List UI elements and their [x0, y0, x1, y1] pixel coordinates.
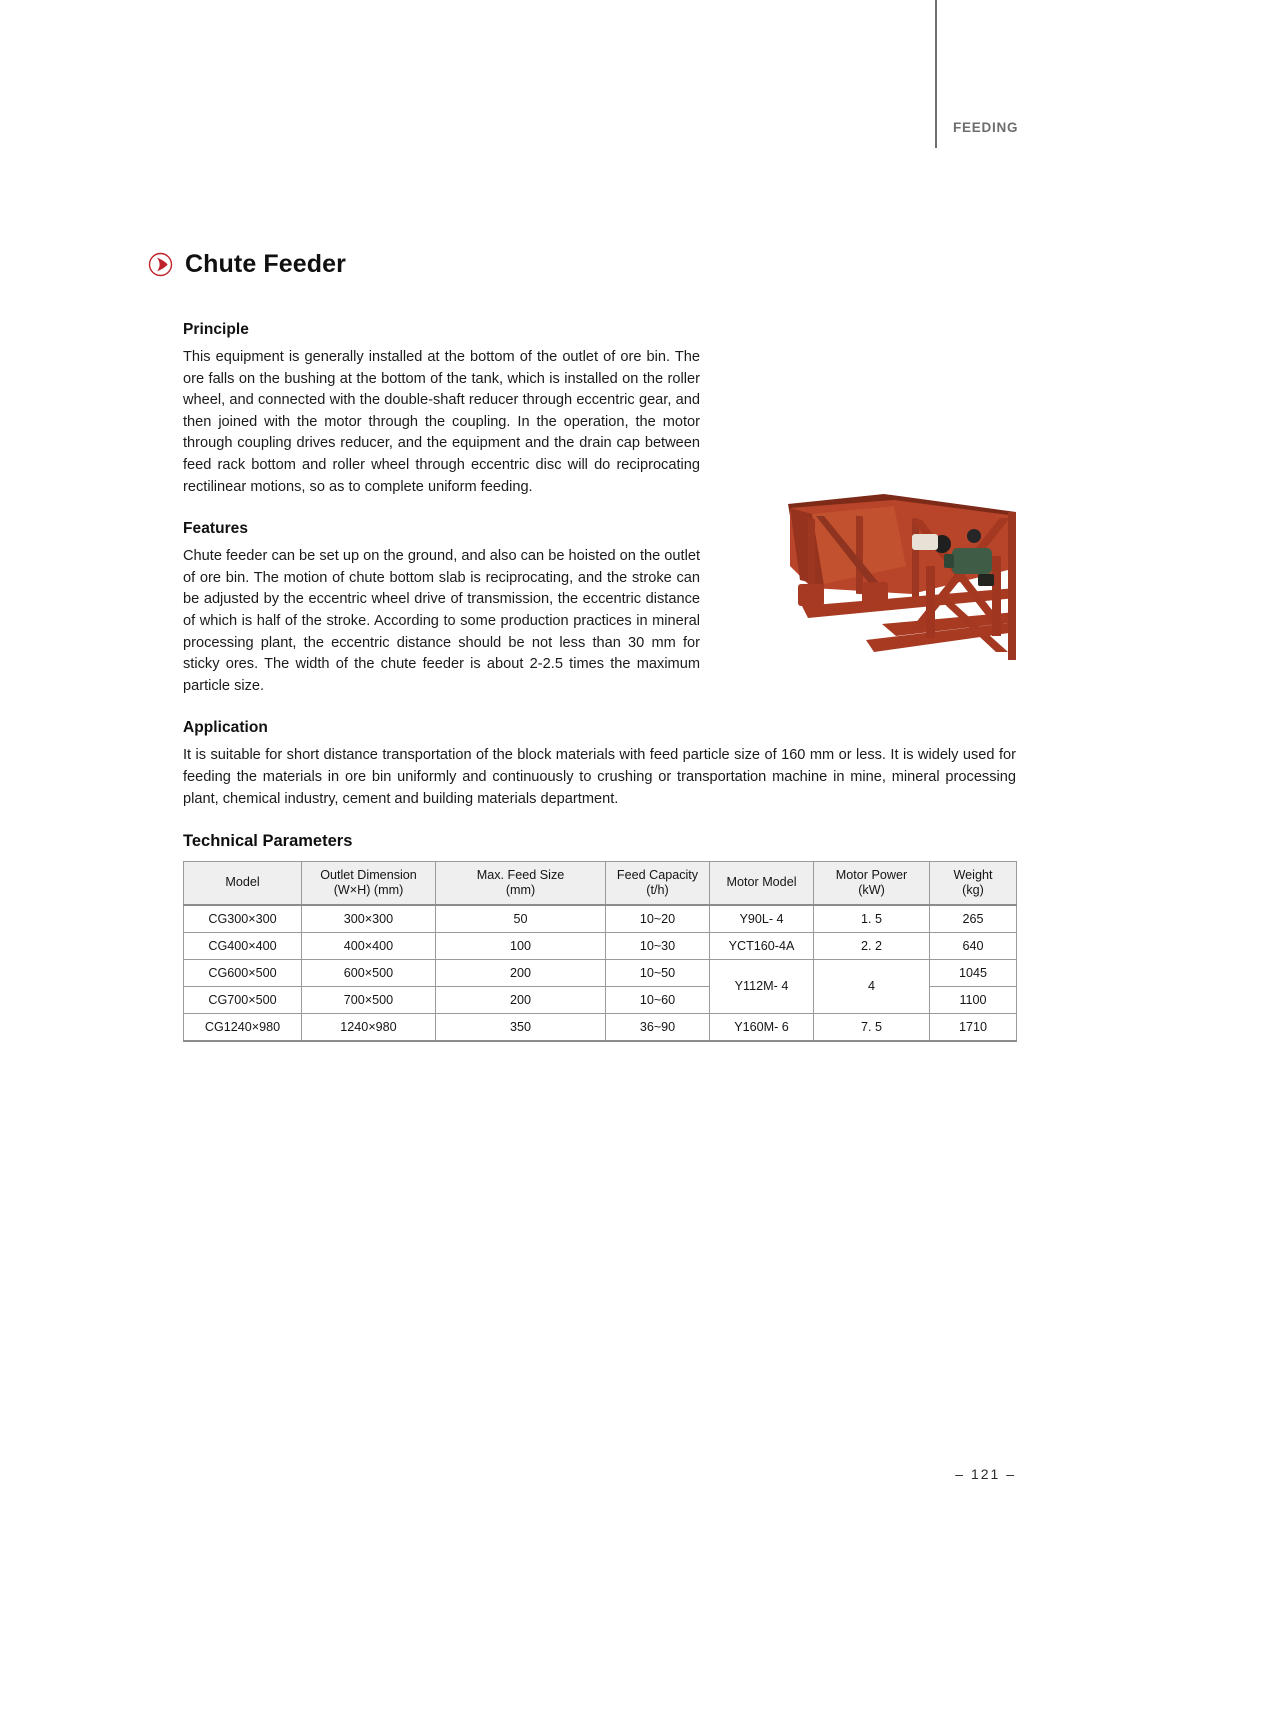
page-title: Chute Feeder	[185, 250, 346, 278]
cell-weight: 640	[930, 933, 1017, 960]
cell-model: CG700×500	[184, 987, 302, 1014]
column-header-line2: (kg)	[962, 883, 984, 898]
cell-model: CG300×300	[184, 905, 302, 933]
section-heading-features: Features	[183, 520, 249, 538]
column-header-line1: Max. Feed Size	[476, 867, 565, 882]
cell-motor-model: Y160M- 6	[710, 1014, 814, 1042]
table-body	[184, 905, 1017, 1041]
cell-motor-power: 7. 5	[814, 1014, 930, 1042]
cell-outlet: 300×300	[302, 905, 436, 933]
column-header-feed-capacity	[606, 862, 710, 906]
technical-parameters-table	[183, 861, 1017, 1042]
column-header-line1: Weight	[953, 867, 993, 882]
cell-max-feed: 50	[436, 905, 606, 933]
product-photo-chute-feeder	[716, 416, 1016, 666]
section-heading-principle: Principle	[183, 321, 249, 338]
cell-motor-model: YCT160-4A	[710, 933, 814, 960]
cell-outlet: 700×500	[302, 987, 436, 1014]
column-header-motor-model	[710, 862, 814, 906]
column-header-motor-power	[814, 862, 930, 906]
column-header-line2: (kW)	[858, 883, 885, 898]
body-column	[148, 321, 1016, 1042]
cell-outlet: 1240×980	[302, 1014, 436, 1042]
cell-model: CG600×500	[184, 960, 302, 987]
column-header-line1: Model	[225, 875, 260, 890]
cell-motor-power-merged: 4	[814, 960, 930, 1014]
table-row	[184, 1014, 1017, 1042]
cell-weight: 1100	[930, 987, 1017, 1014]
table-row	[184, 933, 1017, 960]
cell-motor-model-merged: Y112M- 4	[710, 960, 814, 1014]
cell-capacity: 10~60	[606, 987, 710, 1014]
table-row	[184, 905, 1017, 933]
column-header-line2: (W×H) (mm)	[333, 883, 404, 898]
cell-motor-power: 1. 5	[814, 905, 930, 933]
section-body-application: It is suitable for short distance transportation of the block materials with feed particle size of 160 mm or less. It is widely used for feeding the materials in ore bin uniformly and continuously to crushing or transportation machine in mine, mineral processing plant, chemical industry, cement and building materials department.	[183, 747, 1016, 807]
column-header-line1: Motor Power	[835, 867, 908, 882]
cell-motor-model: Y90L- 4	[710, 905, 814, 933]
cell-max-feed: 200	[436, 960, 606, 987]
column-header-model	[184, 862, 302, 906]
table-header-row	[184, 862, 1017, 906]
cell-motor-power: 2. 2	[814, 933, 930, 960]
cell-capacity: 36~90	[606, 1014, 710, 1042]
column-header-line1: Outlet Dimension	[320, 867, 417, 882]
table-header	[184, 862, 1017, 906]
cell-capacity: 10~50	[606, 960, 710, 987]
circled-play-arrow-icon	[148, 252, 173, 277]
section-heading-application: Application	[183, 719, 268, 737]
section-heading-technical-parameters: Technical Parameters	[183, 832, 353, 851]
cell-weight: 265	[930, 905, 1017, 933]
cell-max-feed: 350	[436, 1014, 606, 1042]
column-header-line2: (t/h)	[646, 883, 669, 898]
page-content	[148, 252, 1016, 1042]
cell-outlet: 400×400	[302, 933, 436, 960]
table-row	[184, 960, 1017, 987]
column-header-max-feed-size	[436, 862, 606, 906]
cell-weight: 1045	[930, 960, 1017, 987]
column-header-line2: (mm)	[505, 883, 536, 898]
column-header-outlet-dimension	[302, 862, 436, 906]
cell-outlet: 600×500	[302, 960, 436, 987]
cell-weight: 1710	[930, 1014, 1017, 1042]
cell-model: CG1240×980	[184, 1014, 302, 1042]
column-header-line1: Motor Model	[726, 875, 797, 890]
page-number: – 121 –	[955, 1466, 1016, 1482]
section-body-features: Chute feeder can be set up on the ground, and also can be hoisted on the outlet of ore bin. The motion of chute bottom slab is reciprocating, and the stroke can be adjusted by the eccentric wheel drive of transmission, the eccentric distance of which is half of the stroke. According to some production practices in mineral processing plant, the eccentric distance should be not less than 30 mm for sticky ores. The width of the chute feeder is about 2-2.5 times the maximum particle size.	[183, 548, 700, 694]
cell-capacity: 10~20	[606, 905, 710, 933]
cell-model: CG400×400	[184, 933, 302, 960]
column-header-line1: Feed Capacity	[616, 867, 699, 882]
cell-max-feed: 200	[436, 987, 606, 1014]
cell-max-feed: 100	[436, 933, 606, 960]
header-divider-rule	[935, 0, 937, 148]
page-title-row	[148, 252, 1016, 277]
cell-capacity: 10~30	[606, 933, 710, 960]
running-header-label: FEEDING	[953, 120, 1019, 135]
section-body-principle: This equipment is generally installed at the bottom of the outlet of ore bin. The ore falls on the bushing at the bottom of the tank, which is installed on the roller wheel, and connected with the double-shaft reducer through eccentric gear, and then joined with the motor through the coupling. In the operation, the motor through coupling drives reducer, and the equipment and the drain cap between feed rack bottom and roller wheel through eccentric disc will do reciprocating rectilinear motions, so as to complete uniform feeding.	[183, 349, 700, 495]
column-header-weight	[930, 862, 1017, 906]
